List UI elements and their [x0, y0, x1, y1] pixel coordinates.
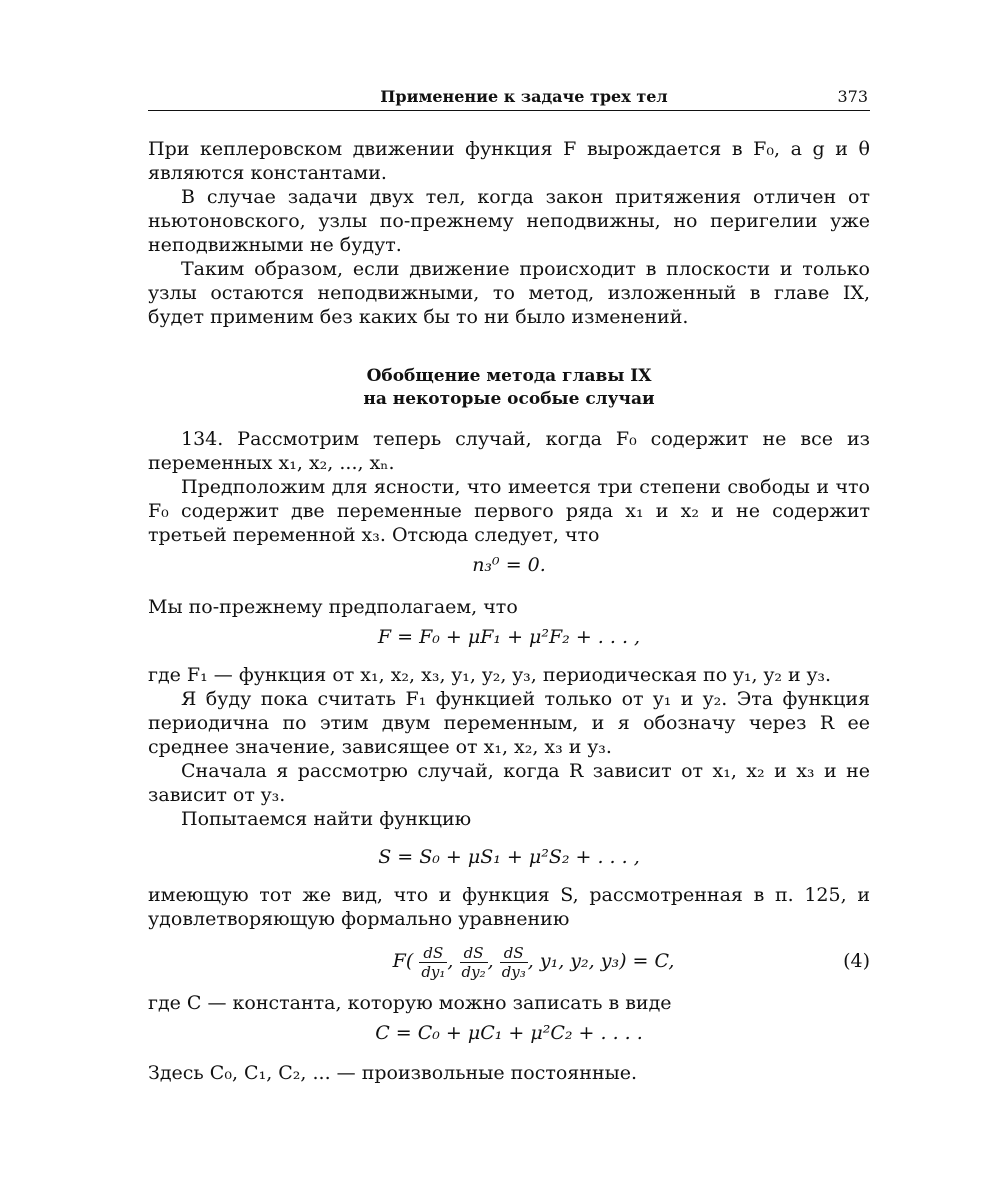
- paragraph-R-def: Я буду пока считать F₁ функцией только от y₁ и y₂. Эта функция периодична по этим двум переменным, и я обозначу через R ее среднее значение, зависящее от x₁, x₂, x₃ и y₃.: [148, 688, 870, 758]
- frac1-num: dS: [419, 944, 447, 963]
- equation-4: (4) F( $\frac{dS}{\text{dy₁}}$ , $\frac{dS}{\text{dy₂}}$ , $\frac{dS}{\text{dy₃}}$ , y₁, y₂, y₃) = C,: [148, 941, 870, 981]
- equation-F-series: F = F₀ + μF₁ + μ²F₂ + . . . ,: [377, 626, 641, 648]
- paragraph-134: 134. Рассмотрим теперь случай, когда F₀ содержит не все из переменных x₁, x₂, ..., xₙ.: [148, 428, 870, 474]
- section-heading-line2: на некоторые особые случаи: [363, 389, 655, 409]
- fraction-dS-dy3: [500, 944, 528, 981]
- paragraph-F1-def: где F₁ — функция от x₁, x₂, x₃, y₁, y₂, y₃, периодическая по y₁, y₂ и y₃.: [148, 664, 832, 686]
- header-rule: [148, 110, 870, 111]
- frac1-den: dy₁: [421, 962, 446, 981]
- paragraph-constants: Здесь C₀, C₁, C₂, ... — произвольные постоянные.: [148, 1062, 638, 1084]
- paragraph-S-form: имеющую тот же вид, что и функция S, рассмотренная в п. 125, и удовлетворяющую формально уравнению: [148, 884, 870, 930]
- eq4-left: F(: [392, 950, 414, 972]
- equation-S-series: S = S₀ + μS₁ + μ²S₂ + . . . ,: [378, 846, 640, 868]
- frac3-den: dy₃: [501, 962, 526, 981]
- paragraph-assumption: Предположим для ясности, что имеется три степени свободы и что F₀ содержит две переменные первого ряда x₁ и x₂ и не содержит третьей переменной x₃. Отсюда следует, что: [148, 476, 870, 546]
- running-head-title: Применение к задаче трех тел: [380, 87, 668, 106]
- frac2-num: dS: [460, 944, 488, 963]
- paragraph-find-function: Попытаемся найти функцию: [181, 808, 472, 830]
- fraction-dS-dy2: [460, 944, 488, 981]
- equation-number: (4): [843, 950, 870, 972]
- paragraph-conclusion: Таким образом, если движение происходит в плоскости и только узлы остаются неподвижными, то метод, изложенный в главе IX, будет применим без каких бы то ни было изменений.: [148, 258, 870, 328]
- frac3-num: dS: [500, 944, 528, 963]
- section-heading-line1: Обобщение метода главы IX: [366, 366, 652, 386]
- paragraph-case: Сначала я рассмотрю случай, когда R зависит от x₁, x₂ и x₃ и не зависит от y₃.: [148, 760, 870, 806]
- equation-C-series: C = C₀ + μC₁ + μ²C₂ + . . . .: [375, 1022, 643, 1044]
- eq4-right: , y₁, y₂, y₃) = C,: [527, 950, 675, 972]
- paragraph-suppose: Мы по-прежнему предполагаем, что: [148, 596, 518, 618]
- page-body: [148, 137, 870, 1085]
- paragraph-kepler: При кеплеровском движении функция F вырождается в F₀, а g и θ являются константами.: [148, 138, 870, 184]
- page-number: 373: [837, 87, 868, 106]
- equation-n3: n₃⁰ = 0.: [472, 554, 546, 576]
- frac2-den: dy₂: [461, 962, 486, 981]
- paragraph-two-body: В случае задачи двух тел, когда закон притяжения отличен от ньютоновского, узлы по-прежнему неподвижны, но перигелии уже неподвижными не будут.: [148, 186, 870, 256]
- paragraph-C-def: где C — константа, которую можно записать в виде: [148, 992, 672, 1014]
- running-head: [148, 85, 870, 109]
- fraction-dS-dy1: [419, 944, 447, 981]
